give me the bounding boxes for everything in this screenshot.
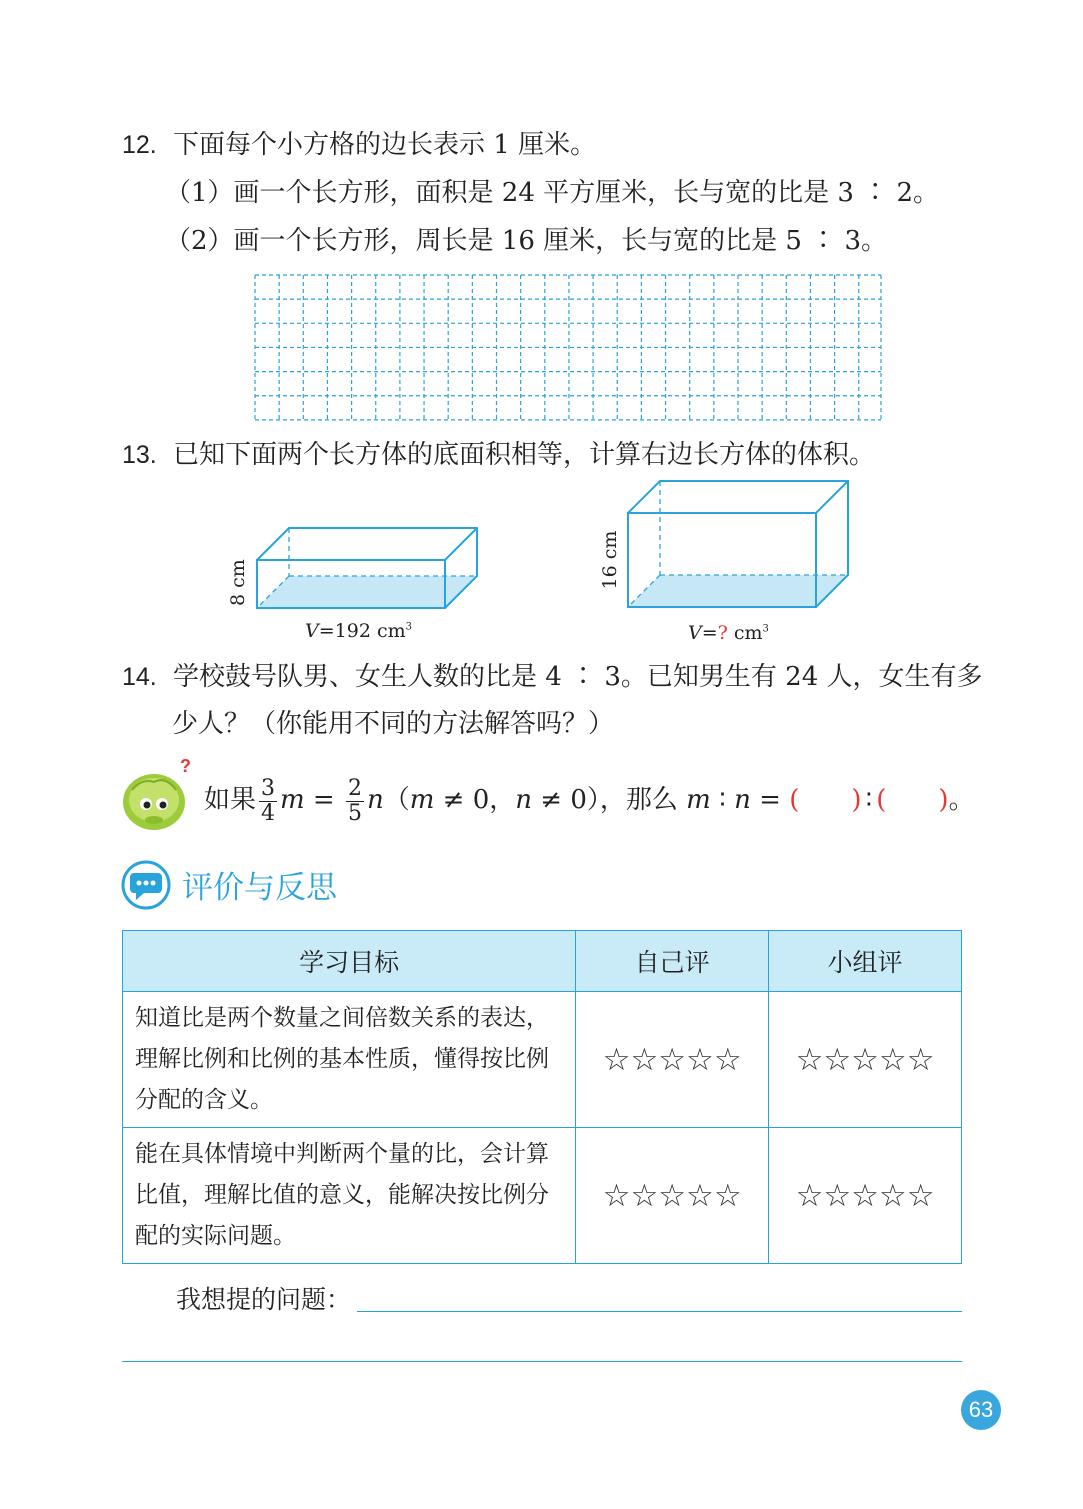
group-rating-stars[interactable]: ☆☆☆☆☆ [769, 992, 962, 1128]
table-header-row [123, 931, 962, 992]
left-cuboid-volume-label: V=192 $cm^3$ [305, 620, 412, 642]
answer-line[interactable] [357, 1311, 962, 1312]
question-13 [122, 438, 875, 472]
fraction-2-5: $\frac{2}{5}$ [348, 775, 362, 826]
question-14 [122, 660, 983, 694]
question-12-part-2: （2）画一个长方形，周长是 16 厘米，长与宽的比是 5 ∶ 3。 [165, 226, 888, 256]
chat-bubble-icon [120, 860, 172, 910]
self-rating-stars[interactable]: ☆☆☆☆☆ [576, 992, 769, 1128]
question-prompt-label: 我想提的问题： [176, 1285, 352, 1314]
table-row [123, 992, 962, 1128]
question-text-line-1: 学校鼓号队男、女生人数的比是 4 ∶ 3。已知男生有 24 人，女生有多 [173, 662, 983, 692]
right-cuboid [618, 475, 858, 613]
self-rating-stars[interactable]: ☆☆☆☆☆ [576, 1128, 769, 1264]
column-header-self: 自己评 [576, 931, 769, 992]
right-cuboid-volume-label: V=? $cm^3$ [688, 622, 769, 644]
answer-blank-1[interactable]: ( ) [789, 785, 862, 815]
column-header-group: 小组评 [769, 931, 962, 992]
question-12-part-1: （1）画一个长方形，面积是 24 平方厘米，长与宽的比是 3 ∶ 2。 [165, 178, 940, 208]
question-14-line-2: 少人？（你能用不同的方法解答吗？） [172, 709, 615, 739]
answer-blank-2[interactable]: ( ) [876, 785, 949, 815]
left-cuboid-height-label: 8 cm [227, 559, 249, 606]
mascot-question-mark: ? [180, 756, 191, 776]
drawing-grid[interactable] [254, 274, 882, 422]
question-number: 14. [122, 663, 157, 691]
group-rating-stars[interactable]: ☆☆☆☆☆ [769, 1128, 962, 1264]
challenge-question: 如果 $\frac{3}{4}$ m = $\frac{2}{5}$ n（m ≠ 0，n ≠ 0），那么 m ∶ n = ( ) ∶ ( )。 [204, 775, 975, 826]
answer-line[interactable] [122, 1361, 962, 1362]
fraction-3-4: $\frac{3}{4}$ [261, 775, 276, 826]
column-header-goal: 学习目标 [123, 931, 576, 992]
question-12 [122, 128, 596, 162]
page-number: 63 [961, 1390, 1001, 1430]
evaluation-table [122, 930, 962, 1264]
right-cuboid-height-label: 16 cm [599, 530, 621, 590]
goal-cell: 能在具体情境中判断两个量的比，会计算比值，理解比值的意义，能解决按比例分配的实际问题。 [123, 1128, 576, 1264]
goal-cell: 知道比是两个数量之间倍数关系的表达，理解比例和比例的基本性质，懂得按比例分配的含义。 [123, 992, 576, 1128]
left-cuboid [225, 520, 495, 620]
question-number: 13. [122, 441, 157, 469]
table-row [123, 1128, 962, 1264]
question-number: 12. [122, 131, 157, 159]
question-text: 已知下面两个长方体的底面积相等，计算右边长方体的体积。 [173, 440, 876, 470]
question-text: 下面每个小方格的边长表示 1 厘米。 [173, 130, 597, 160]
section-title: 评价与反思 [182, 870, 337, 906]
